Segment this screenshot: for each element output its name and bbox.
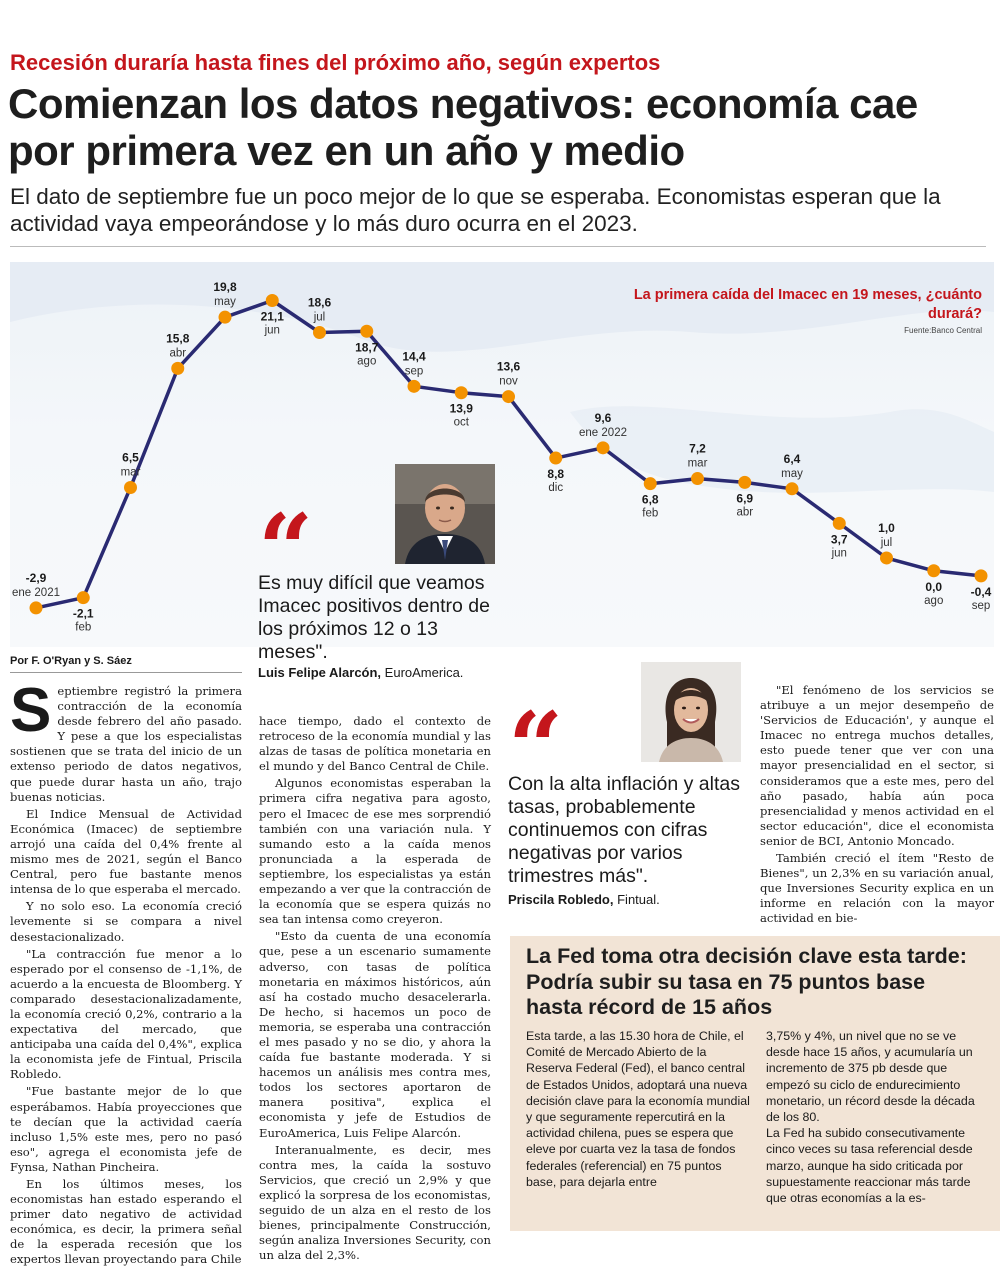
value-label: 3,7 — [830, 532, 848, 547]
value-label: 15,8 — [166, 331, 190, 346]
category-label: ago — [924, 594, 944, 607]
article-kicker: Recesión duraría hasta fines del próximo año, según expertos — [10, 50, 661, 75]
article-subhead: El dato de septiembre fue un poco mejor de lo que se esperaba. Economistas esperan que la actividad vaya empeorándose y lo más duro ocurra en el 2023. — [10, 184, 941, 236]
quote-author-name: Luis Felipe Alarcón, — [258, 665, 382, 680]
data-point-18 — [880, 551, 893, 564]
data-point-9 — [455, 386, 468, 399]
paragraph: La Fed ha subido consecutivamente cinco veces su tasa referencial desde marzo, aunque ha sido criticada por supuestamente reaccionar más tarde que otras economías a la es- — [766, 1126, 973, 1206]
data-point-12 — [597, 441, 610, 454]
quote-mark-icon: “ — [508, 691, 564, 804]
category-label: feb — [75, 621, 92, 634]
data-point-17 — [833, 517, 846, 530]
value-label: 6,5 — [122, 450, 139, 465]
portrait-woman-icon — [641, 662, 741, 762]
sidebar-column-1 — [526, 1028, 750, 1190]
category-label: ene 2021 — [12, 586, 60, 599]
category-label: oct — [453, 416, 469, 429]
paragraph: hace tiempo, dado el contexto de retroceso de la economía mundial y las alzas de tasas de política monetaria en el mundo y del Banco Central de Chile. — [259, 714, 491, 774]
data-point-15 — [738, 476, 751, 489]
quote-mark-icon: “ — [258, 493, 314, 606]
quote-author-name: Priscila Robledo, — [508, 892, 614, 907]
category-label: may — [781, 467, 803, 480]
data-point-13 — [644, 477, 657, 490]
value-label: 8,8 — [547, 467, 565, 482]
quote-author-robledo — [508, 892, 660, 907]
category-label: mar — [687, 457, 708, 470]
category-label: feb — [642, 507, 659, 520]
paragraph: El Indice Mensual de Actividad Económica (Imacec) de septiembre arrojó una caída del 0,4% frente al mismo mes de 2021, según el Banco Central, pero fue bastante menos intensa de lo que esperaba el mercado. — [10, 806, 242, 897]
data-point-0 — [30, 601, 43, 614]
value-label: 13,6 — [496, 359, 521, 374]
dropcap: S — [10, 676, 52, 745]
value-label: 14,4 — [402, 349, 426, 364]
data-point-14 — [691, 472, 704, 485]
paragraph: Interanualmente, es decir, mes contra mes, la caída la sostuvo Servicios, que creció un 2,9% y que explicó la sorpresa de los economistas, seguido de un alza en el resto de los bienes, principalmente Construcción, según analiza Inversiones Security, con un alza del 2,3%. — [259, 1142, 491, 1263]
category-label: may — [214, 296, 236, 309]
paragraph: Algunos economistas esperaban la primera cifra negativa para agosto, pero el Imacec de ese mes sorprendió también con una variación nula. Y sumando esto a la caída menos pronunciada a la esperada de septiembre, los especialistas ya están empezando a ver que la contracción de la economía que se espera quizás no sea tan intensa como creyeron. — [259, 776, 491, 927]
photo-priscila-robledo — [641, 662, 741, 762]
data-point-5 — [266, 294, 279, 307]
body-column-2 — [259, 714, 491, 1265]
data-point-2 — [124, 481, 137, 494]
category-label: jun — [831, 547, 847, 560]
category-label: jul — [880, 536, 893, 549]
data-point-16 — [786, 482, 799, 495]
data-point-11 — [549, 452, 562, 465]
value-label: -2,1 — [72, 606, 94, 621]
quote-author-affiliation: EuroAmerica. — [384, 665, 464, 680]
data-point-8 — [408, 380, 421, 393]
body-column-3 — [760, 683, 994, 929]
data-point-7 — [360, 325, 373, 338]
value-label: 6,9 — [736, 491, 754, 506]
value-label: 13,9 — [449, 401, 473, 416]
header-divider — [10, 246, 986, 247]
value-label: -0,4 — [970, 584, 992, 599]
portrait-man-icon — [395, 464, 495, 564]
value-label: 7,2 — [689, 441, 706, 456]
category-label: abr — [736, 506, 754, 519]
value-label: 9,6 — [594, 410, 612, 425]
value-label: 19,8 — [213, 280, 237, 295]
paragraph: En los últimos meses, los economistas han estado esperando el primer dato negativo de actividad económica, es decir, la primera señal de la esperada recesión que los expertos llevan proyectando para Chile — [10, 1177, 242, 1267]
quote-author-affiliation: Fintual. — [617, 892, 660, 907]
byline-divider — [10, 672, 242, 673]
category-label: abr — [169, 347, 187, 360]
value-label: 6,8 — [641, 492, 659, 507]
article-headline: Comienzan los datos negativos: economía cae por primera vez en un año y medio — [8, 80, 918, 174]
sidebar-column-2 — [766, 1028, 990, 1206]
category-label: jul — [313, 311, 326, 324]
category-label: sep — [404, 365, 424, 378]
value-label: 18,7 — [355, 340, 379, 355]
data-point-10 — [502, 390, 515, 403]
value-label: 0,0 — [925, 579, 943, 594]
quote-author-alarcon — [258, 665, 463, 680]
data-point-20 — [975, 569, 988, 582]
paragraph: "Esto da cuenta de una economía que, pese a un escenario sumamente adverso, con tasas de política monetaria en máximos históricos, aún así ha costado mucho desacelerarla. De hecho, si hacemos un poco de memoria, se esperaba una contracción el mes pasado y no se dio, y ahora la caída fue bastante moderada. Y si hacemos un análisis mes contra mes, todos los sectores aportaron de manera positiva", explica el economista y jefe de Estudios de EuroAmerica, Luis Felipe Alarcón. — [259, 929, 491, 1140]
quote-text-alarcon: Es muy difícil que veamos Imacec positivos dentro de los próximos 12 o 13 meses". — [258, 572, 490, 663]
paragraph — [10, 676, 242, 805]
category-label: jun — [264, 324, 280, 337]
category-label: ene 2022 — [579, 426, 627, 439]
body-column-1 — [10, 676, 242, 1270]
value-label: 21,1 — [260, 309, 284, 324]
data-point-19 — [927, 564, 940, 577]
paragraph: "El fenómeno de los servicios se atribuye a un mejor desempeño de 'Servicios de Educación', y aunque el Imacec no entrega muchos detalles, esto puede tener que ver con una mayor presencialidad en el sector, si consideramos que a este mes, pero del año pasado, había aún poca presencialidad y menos actividad en el sector educación", dice el economista senior de BCI, Antonio Moncado. — [760, 683, 994, 848]
photo-luis-felipe-alarcon — [395, 464, 495, 564]
paragraph: Y no solo eso. La economía creció levemente si se compara a nivel desestacionalizado. — [10, 899, 242, 944]
sidebar-title: La Fed toma otra decisión clave esta tarde: Podría subir su tasa en 75 puntos base hasta récord de 15 años — [526, 944, 967, 1019]
category-label: mar — [120, 466, 141, 479]
value-label: 1,0 — [878, 520, 895, 535]
data-point-1 — [77, 591, 90, 604]
chart-source: Fuente:Banco Central — [904, 326, 982, 335]
paragraph: También creció el ítem "Resto de Bienes", un 2,3% en su variación anual, que Inversiones Security explica en un informe en relación con la mayor actividad en bie- — [760, 851, 994, 926]
quote-text-robledo: Con la alta inflación y altas tasas, probablemente continuemos con cifras negativas por varios trimestres más". — [508, 773, 740, 887]
imacec-chart — [10, 262, 994, 647]
category-label: sep — [971, 599, 991, 612]
value-label: -2,9 — [25, 570, 47, 585]
fed-sidebar-box — [510, 936, 1000, 1231]
paragraph: Esta tarde, a las 15.30 hora de Chile, el Comité de Mercado Abierto de la Reserva Federal (Fed), el banco central de Estados Unidos, adoptará una nueva decisión clave para la economía mundial y que seguramente repercutirá en la actividad chilena, pues se espera que eleve por cuarta vez la tasa de fondos federales (referencial) en 75 puntos base, para dejarla entre — [526, 1029, 750, 1189]
article-byline: Por F. O'Ryan y S. Sáez — [10, 655, 132, 667]
category-label: dic — [548, 482, 564, 495]
data-point-3 — [171, 362, 184, 375]
category-label: ago — [357, 355, 377, 368]
data-point-6 — [313, 326, 326, 339]
data-point-4 — [219, 311, 232, 324]
map-background-shape — [570, 406, 994, 493]
chart-title: La primera caída del Imacec en 19 meses, ¿cuánto durará? — [633, 287, 982, 322]
category-label: nov — [499, 375, 518, 388]
paragraph: "La contracción fue menor a lo esperado por el consenso de -1,1%, de acuerdo a la encuesta de Bloomberg. Y comparado desestacionalizadamente, la economía creció 0,2%, contrario a la expectativa del mercado, que anticipaba una caída del 0,4%", explica la economista jefe de Fintual, Priscila Robledo. — [10, 946, 242, 1082]
paragraph-text: eptiembre registró la primera contracción de la economía desde febrero del año pasado. Y pese a que los especialistas sostienen que se trata del inicio de un extenso periodo de datos negativos, que puede durar hasta un año, trajo buenas noticias. — [10, 684, 242, 804]
value-label: 6,4 — [783, 451, 801, 466]
value-label: 18,6 — [307, 295, 332, 310]
paragraph: "Fue bastante mejor de lo que esperábamos. Había proyecciones que te decían que la actividad caería incluso 1,5% este mes, pero no pasó eso", agrega el economista jefe de Fynsa, Nathan Pincheira. — [10, 1084, 242, 1174]
paragraph: 3,75% y 4%, un nivel que no se ve desde hace 15 años, y acumularía un incremento de 375 pb desde que empezó su ciclo de endurecimiento monetario, un récord desde la década de los 80. — [766, 1029, 975, 1125]
